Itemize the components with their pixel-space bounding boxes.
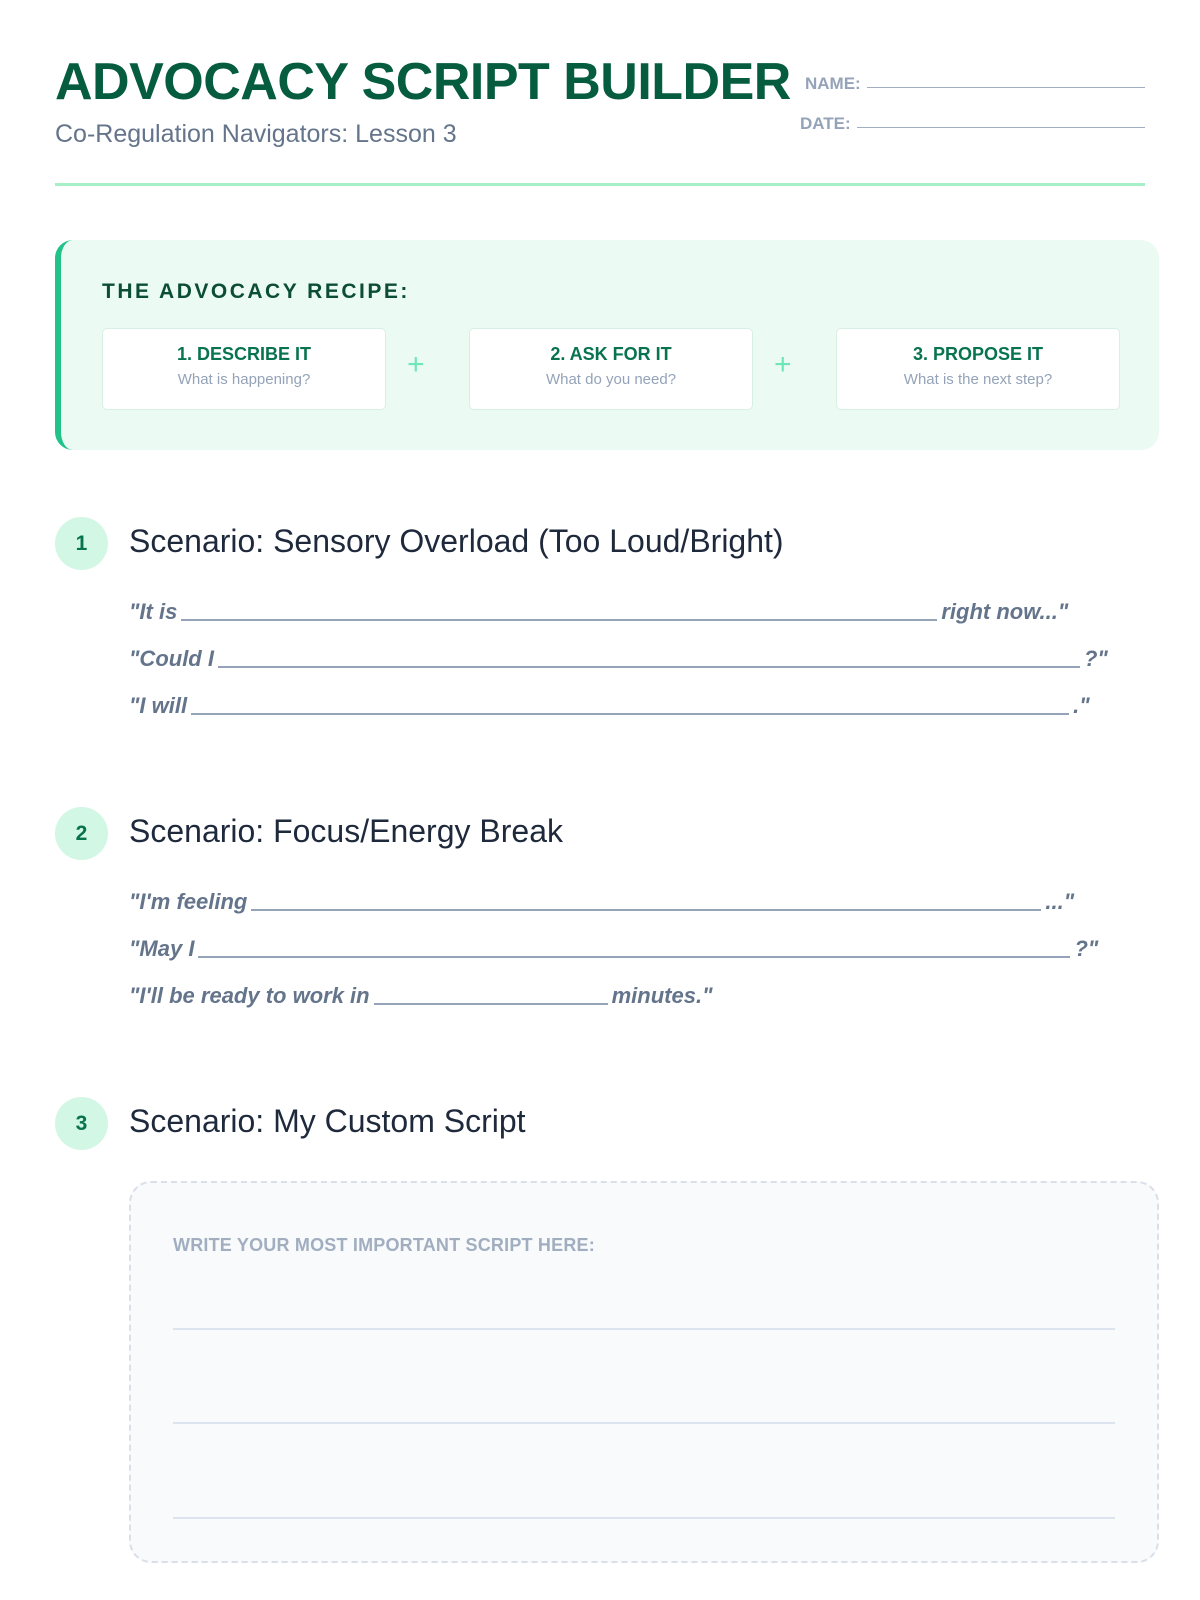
plus-icon: + [774,348,792,381]
script-line-describe [129,599,1068,625]
write-blank[interactable] [251,909,1041,911]
write-blank[interactable] [198,956,1070,958]
script-line-propose [129,983,713,1009]
line-prefix: "May I [129,936,195,961]
write-line[interactable] [173,1328,1115,1330]
script-line-propose [129,693,1090,719]
date-field[interactable] [800,94,1145,134]
line-suffix: ..." [1045,889,1075,914]
scenario-title: Scenario: Focus/Energy Break [129,813,563,849]
recipe-step-describe [102,328,386,410]
line-suffix: minutes." [611,983,713,1008]
script-line-ask [129,936,1098,962]
custom-script-label: WRITE YOUR MOST IMPORTANT SCRIPT HERE: [173,1235,595,1255]
plus-icon: + [407,348,425,381]
write-blank[interactable] [218,666,1080,668]
scenario-number-badge: 1 [55,517,108,570]
line-prefix: "Could I [129,646,214,671]
line-prefix: "I'm feeling [129,889,248,914]
write-blank[interactable] [181,619,937,621]
script-line-describe [129,889,1074,915]
advocacy-recipe-box [55,240,1159,450]
recipe-step-propose [836,328,1120,410]
write-line[interactable] [173,1517,1115,1519]
script-line-ask [129,646,1108,672]
date-label: DATE: [800,114,851,133]
line-suffix: ." [1073,693,1090,718]
scenario-number-badge: 2 [55,807,108,860]
step-subtitle: What is the next step? [903,371,1053,388]
line-suffix: ?" [1074,936,1099,961]
recipe-title: THE ADVOCACY RECIPE: [102,280,410,303]
step-title: 1. DESCRIBE IT [176,344,312,364]
step-title: 2. ASK FOR IT [550,344,672,364]
write-line[interactable] [173,1422,1115,1424]
write-blank[interactable] [191,713,1069,715]
recipe-step-ask [469,328,753,410]
custom-script-box[interactable] [129,1181,1159,1563]
write-blank[interactable] [374,1003,608,1005]
line-prefix: "I'll be ready to work in [129,983,370,1008]
name-field[interactable] [800,54,1145,94]
scenario-title: Scenario: Sensory Overload (Too Loud/Bright) [129,523,784,559]
step-subtitle: What is happening? [177,371,311,388]
page-title: ADVOCACY SCRIPT BUILDER [55,53,791,111]
name-label: NAME: [805,74,861,93]
scenario-title: Scenario: My Custom Script [129,1103,526,1139]
line-suffix: right now..." [941,599,1069,624]
step-subtitle: What do you need? [545,371,677,388]
name-write-line[interactable] [867,87,1145,88]
line-prefix: "I will [129,693,188,718]
step-title: 3. PROPOSE IT [912,344,1044,364]
line-prefix: "It is [129,599,178,624]
worksheet-header [55,0,1145,186]
line-suffix: ?" [1083,646,1108,671]
page-subtitle: Co-Regulation Navigators: Lesson 3 [55,120,457,148]
name-date-block [800,54,1145,134]
date-write-line[interactable] [857,127,1145,128]
scenario-number-badge: 3 [55,1097,108,1150]
